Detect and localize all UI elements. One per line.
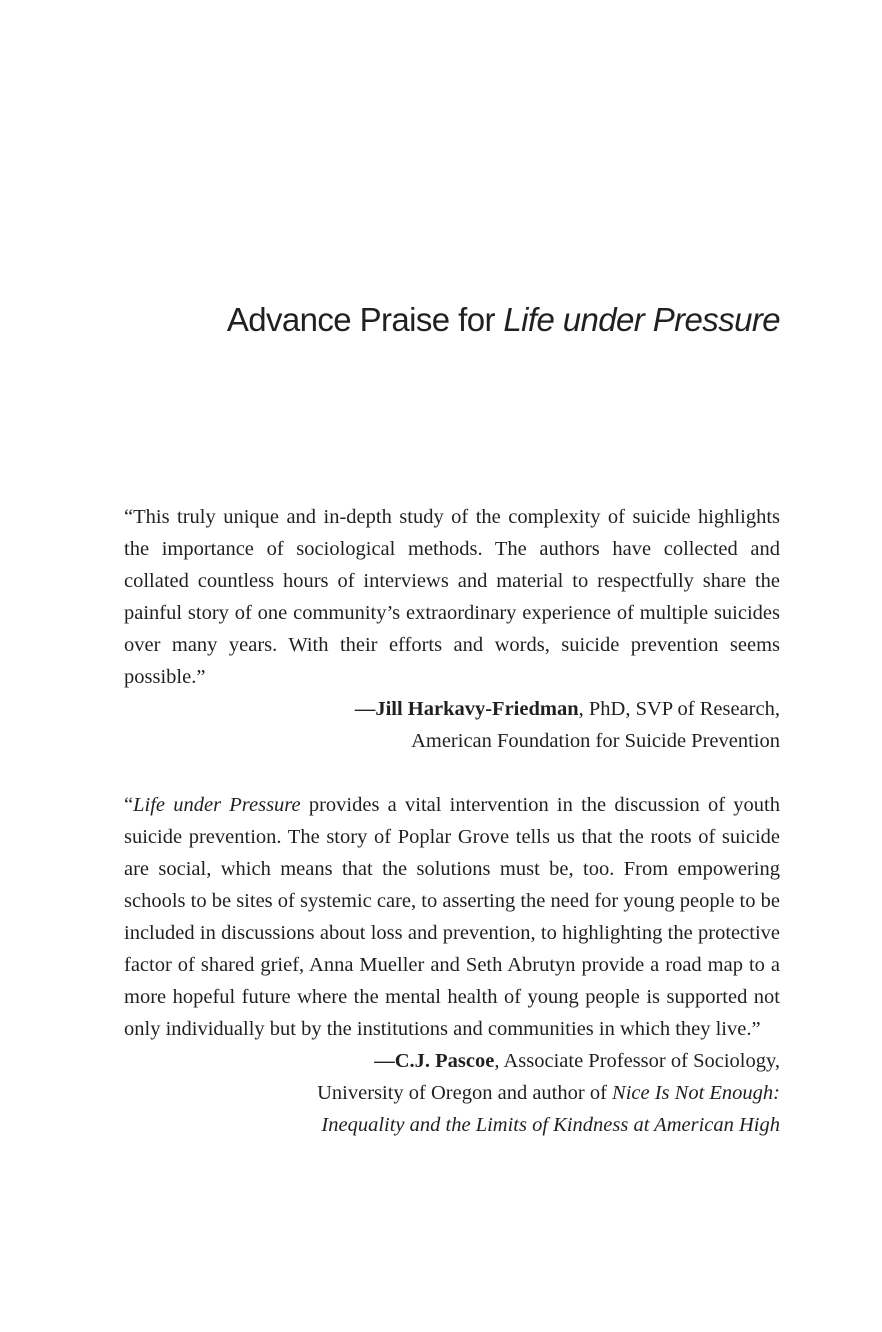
quote-book-title: Life under Pressure [133,794,301,816]
quote-body: provides a vital intervention in the discussion of youth suicide prevention. The story of Poplar Grove tells us that the roots of suicide are social, which means that the solutions must be, too. From empowering schools to be sites of systemic care, to asserting the need for young people to be included in discussions about loss and prevention, to highlighting the protective factor of shared grief, Anna Mueller and Seth Abrutyn provide a road map to a more hopeful future where the mental health of young people is supported not only individually but by the institutions and communities in which they live.” [124,794,780,1040]
page-title [124,296,780,344]
blurb-organization: American Foundation for Suicide Prevention [411,730,780,752]
praise-blurb-pascoe [124,789,780,1141]
blurb-attribution [124,693,780,757]
author-book-title-1: Nice Is Not Enough: [612,1082,780,1104]
title-prefix: Advance Praise for [226,301,504,338]
attribution-line-2 [124,1077,780,1109]
author-book-title-2: Inequality and the Limits of Kindness at American High [321,1114,780,1136]
blurb-author: —C.J. Pascoe [374,1050,495,1072]
praise-blurb-harkavy-friedman [124,501,780,757]
blurb-credentials: , PhD, SVP of Research, [578,698,780,720]
title-book-name: Life under Pressure [503,301,780,338]
attribution-line-1 [124,693,780,725]
quote-open-mark: “ [124,794,134,816]
attribution-line-1 [124,1045,780,1077]
blurb-quote [124,789,780,1045]
blurb-affiliation: University of Oregon and author of [317,1082,613,1104]
blurb-author: —Jill Harkavy-Friedman [354,698,579,720]
blurb-credentials: , Associate Professor of Sociology, [494,1050,780,1072]
blurb-quote: “This truly unique and in-depth study of the complexity of suicide highlights the importance of sociological methods. The authors have collected and collated countless hours of interviews and material to respectfully share the painful story of one community’s extraordinary experience of multiple suicides over many years. With their efforts and words, suicide prevention seems possible.” [124,506,780,688]
blurb-attribution [124,1045,780,1141]
